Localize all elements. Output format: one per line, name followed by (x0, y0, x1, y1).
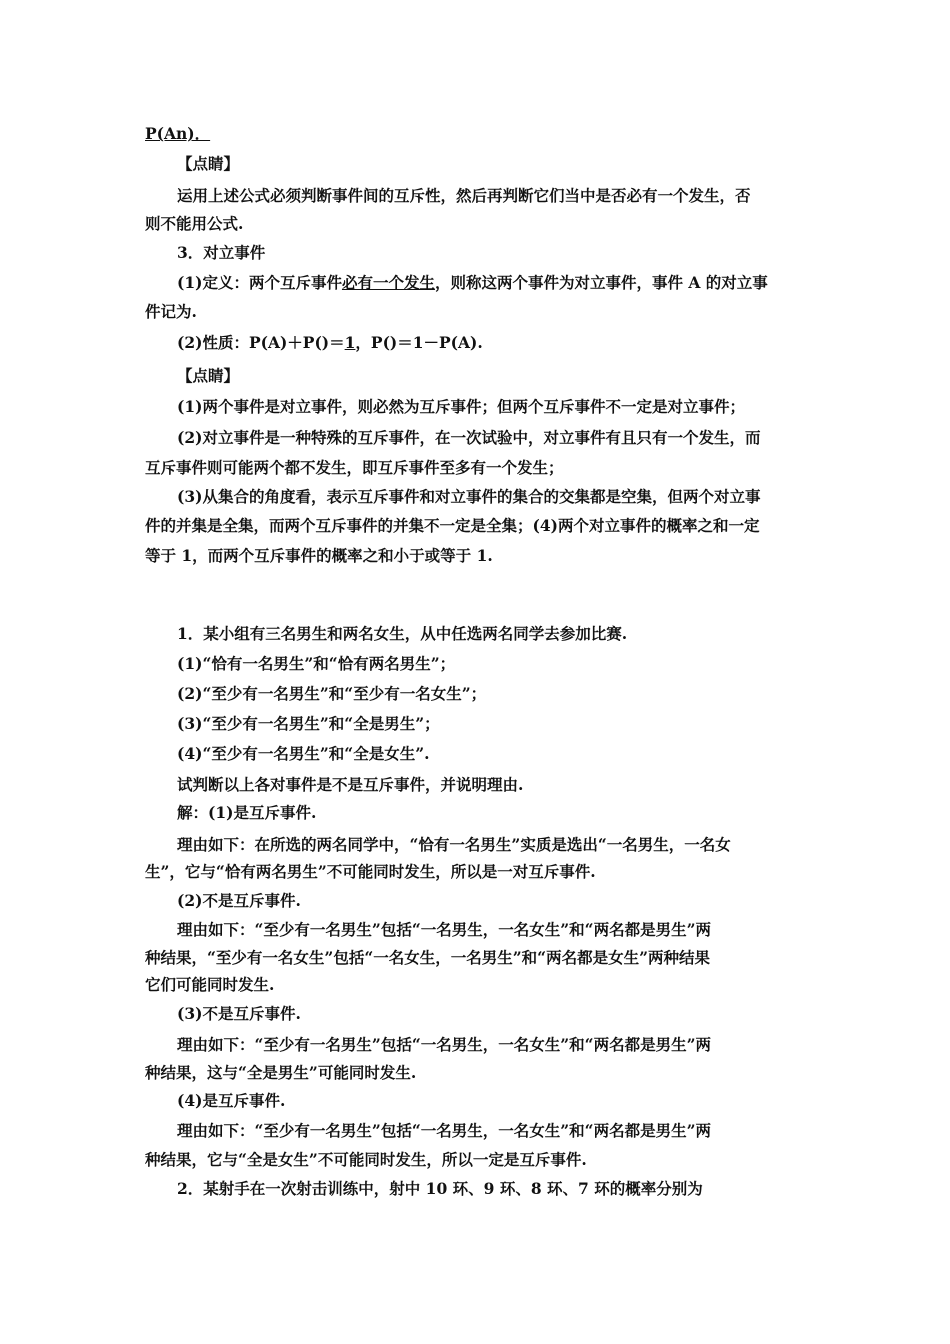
paragraph-line: 它们可能同时发生. (145, 975, 275, 994)
paragraph-line: 理由如下：“至少有一名男生”包括“一名男生，一名女生”和“两名都是男生”两 (177, 920, 711, 939)
paragraph-line: 等于 1，而两个互斥事件的概率之和小于或等于 1. (145, 546, 493, 565)
problem-item: (3)“至少有一名男生”和“全是男生”； (177, 714, 440, 733)
section-heading: 3．对立事件 (177, 243, 266, 262)
paragraph-line: 种结果，这与“全是男生”可能同时发生. (145, 1063, 417, 1082)
solution-line: 解：(1)是互斥事件. (177, 803, 317, 822)
paragraph-line: 种结果，它与“全是女生”不可能同时发生，所以一定是互斥事件. (145, 1150, 587, 1169)
paragraph-line: 理由如下：“至少有一名男生”包括“一名男生，一名女生”和“两名都是男生”两 (177, 1035, 711, 1054)
paragraph-line: 种结果，“至少有一名女生”包括“一名女生，一名男生”和“两名都是女生”两种结果 (145, 948, 710, 967)
paragraph-line: 理由如下：在所选的两名同学中，“恰有一名男生”实质是选出“一名男生，一名女 (177, 835, 731, 854)
problem-statement: 1．某小组有三名男生和两名女生，从中任选两名同学去参加比赛. (177, 624, 628, 643)
problem-item: (1)“恰有一名男生”和“恰有两名男生”； (177, 654, 456, 673)
note-heading: 【点睛】 (177, 154, 240, 173)
underlined-value: 1 (344, 333, 356, 352)
formula-tail: P(An)． (145, 124, 211, 143)
paragraph-line: 互斥事件则可能两个都不发生，即互斥事件至多有一个发生； (145, 458, 564, 477)
paragraph-line: (2)对立事件是一种特殊的互斥事件，在一次试验中，对立事件有且只有一个发生，而 (177, 428, 761, 447)
problem-question: 试判断以上各对事件是不是互斥事件，并说明理由. (177, 775, 524, 794)
paragraph-line: (1)两个事件是对立事件，则必然为互斥事件；但两个互斥事件不一定是对立事件； (177, 397, 745, 416)
solution-line: (3)不是互斥事件. (177, 1004, 301, 1023)
paragraph-line: 生”，它与“恰有两名男生”不可能同时发生，所以是一对互斥事件. (145, 862, 596, 881)
problem-item: (4)“至少有一名男生”和“全是女生”. (177, 744, 430, 763)
paragraph-line: 件的并集是全集，而两个互斥事件的并集不一定是全集；(4)两个对立事件的概率之和一定 (145, 516, 760, 535)
problem-statement: 2．某射手在一次射击训练中，射中 10 环、9 环、8 环、7 环的概率分别为 (177, 1179, 703, 1198)
paragraph-line: (3)从集合的角度看，表示互斥事件和对立事件的集合的交集都是空集，但两个对立事 (177, 487, 761, 506)
problem-item: (2)“至少有一名男生”和“至少有一名女生”； (177, 684, 487, 703)
paragraph-line: 件记为. (145, 302, 197, 321)
definition-line: (1)定义：两个互斥事件必有一个发生，则称这两个事件为对立事件，事件 A 的对立事 (177, 273, 768, 292)
solution-line: (4)是互斥事件. (177, 1091, 286, 1110)
solution-line: (2)不是互斥事件. (177, 891, 301, 910)
paragraph-line: 则不能用公式. (145, 214, 244, 233)
note-heading: 【点睛】 (177, 366, 240, 385)
paragraph-line: 运用上述公式必须判断事件间的互斥性，然后再判断它们当中是否必有一个发生，否 (177, 186, 751, 205)
property-line: (2)性质：P(A)＋P()＝1，P()＝1－P(A). (177, 333, 483, 352)
paragraph-line: 理由如下：“至少有一名男生”包括“一名男生，一名女生”和“两名都是男生”两 (177, 1121, 711, 1140)
underlined-phrase: 必有一个发生 (341, 273, 435, 292)
